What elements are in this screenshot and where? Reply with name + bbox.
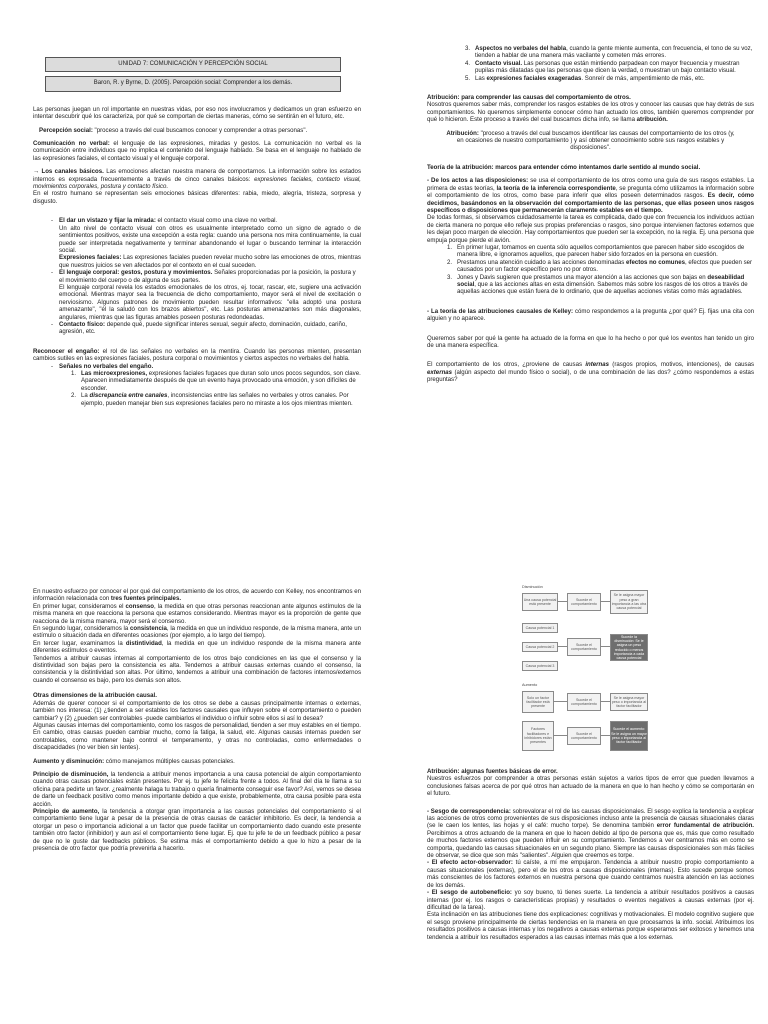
unit-title-box: UNIDAD 7: COMUNICACIÓN Y PERCEPCIÓN SOCIAL <box>45 57 341 72</box>
diagram-arrow <box>553 735 567 736</box>
atribucion-definition: Atribución: "proceso a través del cual buscamos identificar las causas del comportamiento de los otros (y, en ocasiones de nuestro comportamiento ) y así obtener conocimiento sobre sus rasgos estables y disposiciones". <box>446 129 735 152</box>
cnv-paragraph: Comunicación no verbal: el lenguaje de las expresiones, miradas y gestos. La comunicación no verbal es la comunicación entre individuos que no implica el contenido del lenguaje hablado. Se basa en el lenguaje no hablado de las expresiones faciales, el contacto visual y el lenguaje corporal. <box>33 140 361 162</box>
diagram-box-a6: Sucede el aumento: Se le asigna un mayor peso o importancia al factor facilitador <box>610 721 648 751</box>
sesgos-paragraph: - Sesgo de correspondencia: sobrevalorar el rol de las causas disposicionales. El sesgo explica la tendencia a explicar las acciones de otros como provenientes de sus disposiciones incluso ante la presencia de causas situacionales claras (se le caen los lentes, las hojas y el café: mucho torpe). Se denomina también error fundamental de atribución. Percibimos a otros actuando de la manera en que lo hacen debido al tipo de persona que es, más que como resultado de muchos factores externos que pueden influir en su comportamiento. Tendemos a ver centramos más en como se comporta, quedando las causas situacionales en un segundo plano. Siempre las causas disposicionales son más fáciles de observar, se dice que son más "salientes". Alguien que creemos es torpe. - El efecto actor-observador: tú caíste, a mí me empujaron. Tendencia a atribuir nuestro propio comportamiento a causas situacionales (externas), pero el de los otros a causas disposicionales (internas). Esto sucede porque somos más conscientes de los factores externos en nuestra persona que cuando centramos nuestra atención en las acciones de los demás. - El sesgo de autobeneficio: yo soy bueno, tú tienes suerte. La tendencia a atribuir resultados positivos a causas internas (por ej. los rasgos o características propias) y resultados o eventos negativos a causas externas (por ej. dificultad de la tarea). Esta inclinación en las atribuciones tiene dos explicaciones: cognitivas y motivacionales. El modelo cognitivo sugiere que el sesgo proviene principalmente de ciertas tendencias en la manera en que procesamos la info. social. Atribuimos los resultados positivos a causas internas y los negativos a causas externas porque esperamos ser exitosos y tenemos una tendencia a atribuir los resultados esperados a las causas internas más que a los externas. <box>427 807 754 941</box>
diagram-arrow <box>557 601 567 602</box>
diagram-title-disminucion: Disminución <box>522 585 543 589</box>
bottom-left-column <box>33 588 361 858</box>
bullet-lenguaje-detail: El lenguaje corporal revela los estados emocionales de los otros, ej. tocar, rascar, etc, sugiere una activación emocional. Mientras mayor sea la frecuencia de dicho comportamiento, mayor será el nivel de excitación o nerviosismo. Algunos patrones de movimiento pueden resultar informativos: "ella adoptó una postura amenazante", "él la saludó con los brazos abiertos", etc. Las posturas amenazantes son más diagonales, angulares, mientras que las figuras amables poseen posturas redondeadas. <box>59 283 361 321</box>
engano-item-5: 5. Las expresiones faciales exageradas. Sonreír de más, ampentimiento de más, etc. <box>465 74 705 82</box>
engano-item-2: 2. La discrepancia entre canales, inconsistencias entre las señales no verbales y otros canales. Por ejemplo, pueden manejar bien sus expresiones faciales pero no miraste a los ojos mientras mienten. <box>71 392 353 407</box>
intro-paragraph: Las personas juegan un rol importante en nuestras vidas, por eso nos involucramos y dedicamos un gran esfuerzo en intentar descubrir qué los caracteriza, por qué se comportan de ciertas maneras, cómo se sentirán en el futuro, etc. <box>33 105 361 121</box>
bullet-contacto-fisico: - Contacto físico: depende qué, puede significar interes sexual, seguir afecto, dominación, cuidado, cariño, agresión, etc. <box>33 321 361 336</box>
diagram-box-a5: Sucede el comportamiento <box>567 727 601 745</box>
diagram-arrow <box>553 701 567 702</box>
reference-box: Baron, R. y Byrne, D. (2005). Percepción social: Comprender a los demás. <box>45 76 341 91</box>
diagram-arrow <box>600 701 610 702</box>
bullet-lenguaje-corporal: - El lenguaje corporal: gestos, postura y movimientos. Señales proporcionadas por la posición, la postura y el movimiento del cuerpo o de alguna de sus partes. <box>33 269 361 284</box>
bullet-mirada-detail: Un alto nivel de contacto visual con otros es usualmente interpretado como un signo de agrado o de sentimientos positivos, existe una excepción a esta regla: cuando una persona nos mira continuamente, la cual puede ser interpretada negativamente y terminar abandonando el lugar o buscando terminar la interacción social. Expresiones faciales: Las expresiones faciales pueden revelar mucho sobre las emociones de otros, mientras que nuestros juicios se ven afectados por el contexto en el cual suceden. <box>59 224 361 269</box>
diagram-arrow <box>600 646 610 647</box>
diagram-box-a4: Factores facilitadores e inhibidores están presentes <box>522 721 554 751</box>
top-right-column <box>427 45 754 390</box>
engano-item-1: 1. Las microexpresiones, expresiones faciales fugaces que duran solo unos pocos segundos, son clave. Aparecen inmediatamente después de que un evento haya provocado una emoción, y son difíciles de esconder. <box>71 370 361 392</box>
diagram-box-d3: Se le asigna mayor peso a gran importancia a las otra causa potencial <box>610 590 648 614</box>
reason-item-1: 1. En primer lugar, tomamos en cuenta sólo aquellos comportamientos que parecen haber sido escogidos de manera libre, e ignoramos aquellos, que parecen haber sido forzados en la persona en cuestión. <box>447 243 745 259</box>
diagram-box-d1: Una causa potencial está presente <box>522 593 558 611</box>
kelley-paragraph-3: El comportamiento de los otros, ¿proviene de causas internas (rasgos propios, motivos, intenciones), de causas externas (algún aspecto del mundo físico o social), o de una combinación de las dos? ¿cómo respondemos a estas preguntas? <box>427 361 755 384</box>
reason-item-2: 2. Prestamos una atención cuidado a las acciones denominadas efectos no comunes, efectos que pueden ser causados por un factor específico pero no por otros. <box>447 258 753 274</box>
diagram-arrow <box>600 601 610 602</box>
diagram-box-c2: Causa potencial 2 <box>522 642 558 652</box>
engano-item-4: 4. Contacto visual. Las personas que están mintiendo parpadean con mayor frecuencia y muestran pupilas más dilatadas que las personas que dicen la verdad, o muestran un bajo contacto visual. <box>465 59 740 75</box>
diagram-box-d4: Sucede el comportamiento <box>567 638 601 656</box>
top-left-column <box>33 57 361 407</box>
reason-item-3: 3. Jones y Davis sugieren que prestamos una mayor atención a las acciones que son bajas en deseabilidad social, que a las acciones altas en esta dimensión. Sabemos más sobre los rasgos de los otros a través de aquellas acciones que están fuera de lo ordinario, que de aquellas acciones vistas como más agradables. <box>447 273 748 296</box>
diagram-box-a2: Sucede el comportamiento <box>567 693 601 711</box>
otras-dimensiones-paragraph: Otras dimensiones de la atribución causal. Además de querer conocer si el comportamiento de los otros se debe a causas principalmente internas o externas, también nos interesa: (1) ¿tienden a ser estables los factores causales que influyen sobre el comportamiento o pueden cambiar? y (2) ¿pueden ser controlables -puede cambiarlos el individuo o influir sobre ellos si así lo desea? Algunas causas internas del comportamiento, como los rasgos de personalidad, tienden a ser muy estables en el tiempo. En cambio, otras causas pueden cambiar mucho, como la fatiga, la salud, etc. Algunas causas internas pueden ser controlables, como mantener bajo control el temperamento, y otras no controladas, como enfermedades o discapacidades (no ver bien sin lentes). <box>33 692 361 752</box>
atribucion-paragraph: Atribución: para comprender las causas del comportamiento de otros. Nosotros queremos saber más, comprender los rasgos estables de los otros y conocer las causas que hay detrás de sus comportamientos. No queremos simplemente conocer cómo han actuado los otros, también queremos comprender por qué lo hicieron. Este proceso a través del cual buscamos dicha info, se llama atribución. <box>427 94 754 124</box>
aumento-disminucion-title: Aumento y disminución: cómo manejamos múltiples causas potenciales. <box>33 757 235 765</box>
diagram-arrow <box>600 735 610 736</box>
diagram-box-d2: Sucede el comportamiento <box>567 593 601 611</box>
engano-item-3: 3. Aspectos no verbales del habla, cuando la gente miente aumenta, con frecuencia, el tono de su voz, tienden a hablar de una manera más vacilante y cometen más errores. <box>465 45 753 60</box>
bottom-right-column <box>427 768 754 947</box>
errores-paragraph: Atribución: algunas fuentes básicas de error. Nuestros esfuerzos por comprender a otras personas están sujetos a varios tipos de error que pueden llevarnos a conclusiones falsas acerca de por qué otros han actuado de la manera en que lo han hecho y cómo se comportarán en el futuro. <box>427 768 754 798</box>
aumento-disminucion-diagram <box>522 585 646 765</box>
disposiciones-paragraph: - De los actos a las disposiciones: se usa el comportamiento de los otros como una guía de sus rasgos estables. La primera de estas teorías, la teoría de la inferencia correspondiente, se pregunta cómo utilizamos la información sobre el comportamiento de los otros, como base para inferir que ellos poseen determinados rasgos. Es decir, cómo decidimos, basándonos en la observación del comportamiento de las personas, que ellas poseen unos rasgos específicos o disposiciones que permanecerán claramente estables en el tiempo. De todas formas, si observamos cuidadosamente la tarea es complicada, dado que con frecuencia los individuos actúan de cierta manera no porque ello refleje sus propias preferencias o rasgos, sino porque intervienen factores externos que les dejan poco margen de elección. Hay comportamientos que pueden ser la excepción, no la regla. Ej. una persona que empuja porque pierde el avión. <box>427 177 755 244</box>
diagram-title-aumento: Aumento <box>522 683 538 687</box>
diagram-box-a3: Se le asigna mayor peso o importancia al factor facilitador <box>610 693 648 711</box>
principios-paragraph: Principio de disminución, la tendencia a atribuir menos importancia a una causa potencial de algún comportamiento cuando otras causas potenciales están presentes. Por ej. tu jefe te felicita frente a todos. Al final del día te llama a su oficina para pedirte un favor. ¿realmente halaga tu trabajo o quería finalmente conseguir ese favor? Así, vemos se desea de darte un feedback positivo como menos importante debido a que existe, probablemente, otra causa posible para esta acción. Principio de aumento, la tendencia a otorgar gran importancia a las causas potenciales del comportamiento si el comportamiento tiene lugar a pesar de la presencia de otras causas de carácter inhibitorio. Es decir, la tendencia a otorgar un peso o importancia adicional a un factor que puede facilitar un comportamiento dado cuando este presente también otro factor (inhibidor) y aun así el comportamiento tiene lugar. Ej. que tu jefe te de un feedback público a pesar de que no le guste dar feedbacks públicos. Se estima más el comportamiento debido a que lo hizo a pesar de la presencia de otro factor que podría prevenirla a hacerlo. <box>33 770 361 852</box>
percepcion-social-definition: Percepción social: "proceso a través del cual buscamos conocer y comprender a otras personas". <box>39 126 308 134</box>
diagram-box-c3: Causa potencial 3 <box>522 661 558 671</box>
diagram-box-c1: Causa potencial 1 <box>522 623 558 633</box>
engano-paragraph: Reconocer el engaño: el rol de las señales no verbales en la mentira. Cuando las personas mienten, presentan cambios sutiles en las expresiones faciales, postura corporal o movimientos y ciertos aspectos no verbales del habla. <box>33 347 361 363</box>
bullet-mirada: - El dar un vistazo y fijar la mirada: el contacto visual como una clave no verbal. <box>33 217 361 224</box>
kelley-paragraph-2: Queremos saber por qué la gente ha actuado de la forma en que lo ha hecho o por qué los eventos han tenido un giro de una manera específica. <box>427 334 754 349</box>
diagram-arrow <box>557 646 567 647</box>
teoria-title: Teoría de la atribución: marcos para entender cómo intentamos darle sentido al mundo social. <box>427 163 701 171</box>
engano-subtitle: - Señales no verbales del engaño. <box>33 363 361 370</box>
diagram-box-d5: Sucede la disminución: Se le asigna un peso reducido o menos importancia a cada causa potencial <box>610 634 648 661</box>
canales-paragraph: → Los canales básicos. Las emociones afectan nuestra manera de comportarnos. La información sobre los estados internos es expresada frecuentemente a través de cinco canales básicos: expresiones faciales, contacto visual, movimientos corporales, postura y contacto físico. En el rostro humano se representan seis emociones básicas diferentes: rabia, miedo, alegría, tristeza, sorpresa y disgusto. <box>33 168 361 205</box>
kelley-sources-paragraph: En nuestro esfuerzo por conocer el por qué del comportamiento de los otros, de acuerdo con Kelley, nos encontramos en información relacionada con tres fuentes principales. En primer lugar, consideramos el consenso, la medida en que otras personas reaccionan ante algunos estímulos de la misma manera en que reacciona la persona que estamos considerando. Mientras mayor es la proporción de gente que reacciona de la misma manera, mayor será el consenso. En segundo lugar, consideramos la consistencia, la medida en que un individuo responde, de la misma manera, ante un estímulo o situación dada en diferentes ocasiones (por ejemplo, a lo largo del tiempo). En tercer lugar, examinamos la distintividad, la medida en que un individuo responde de la misma manera ante diferentes estímulos o eventos. Tendemos a atribuir causas internas al comportamiento de los otros bajo condiciones en las que el consenso y la distintividad son bajas pero la consistencia es alta. Tendemos a atribuir causas externas cuando el consenso, la consistencia y la distintividad son altas. Por último, tendemos a atribuir una combinación de factores internos/externos cuando el consenso es bajo, pero los demás son altos. <box>33 588 361 684</box>
diagram-box-a1: Solo un factor facilitador está presente <box>522 691 554 713</box>
kelley-paragraph: - La teoría de las atribuciones causales de Kelley: cómo respondemos a la pregunta ¿por qué? Ej. fijas una cita con alguien y no aparece. <box>427 307 754 323</box>
